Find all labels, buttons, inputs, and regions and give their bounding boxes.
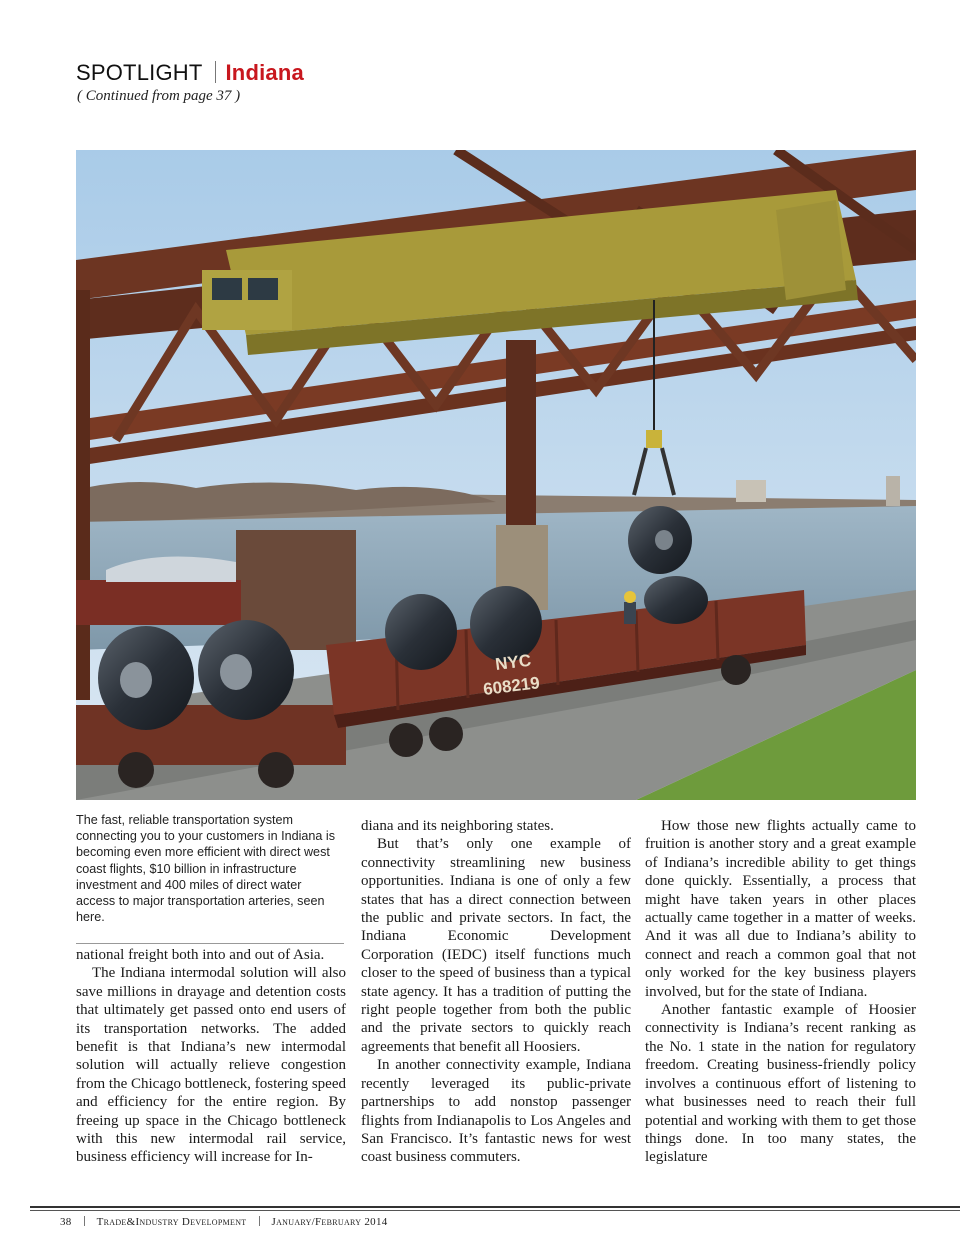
caption-divider (76, 943, 344, 944)
publication-name: Trade&Industry Development (96, 1216, 247, 1228)
section-kicker (76, 60, 304, 86)
page-footer (60, 1216, 388, 1228)
page-number: 38 (60, 1216, 72, 1228)
kicker-divider (215, 61, 216, 83)
footer-rule (30, 1206, 960, 1208)
paragraph: But that’s only one example of connectivity streamlining new business opportunities. Indiana is one of only a few states that has a direct connection between the public and private sectors. In fact, the Indiana Economic Development Corporation (IEDC) itself functions much closer to the speed of business than a typical state agency. It has a tradition of putting the right people together from both the public and the private sectors to quickly reach agreements that benefit all Hoosiers. (361, 836, 631, 1055)
feature-photo (76, 150, 916, 800)
paragraph: diana and its neighboring states. (361, 818, 554, 834)
photo-caption: The fast, reliable transportation system connecting you to your customers in Indiana is becoming even more efficient with direct west coast flights, $10 billion in infrastructure investment and 400 miles of direct water access to major transportation arteries, seen here. (76, 813, 336, 925)
article-column-3 (645, 817, 916, 1167)
state-label: Indiana (225, 60, 304, 85)
page-header (76, 60, 304, 105)
footer-divider (259, 1216, 260, 1226)
article-column-2 (361, 817, 631, 1167)
issue-date: January/February 2014 (271, 1216, 388, 1228)
article-column-1 (76, 946, 346, 1167)
railcar-number: 608219 (482, 673, 541, 699)
paragraph: How those new flights actually came to fruition is another story and a great example of Indiana’s incredible ability to get things done quickly. Essentially, a process that might have taken years in other places actually came together in a matter of weeks. And it was all due to Indiana’s ability to connect and reach a common goal that not only worked for the key business players involved, but for the state of Indiana. (645, 818, 916, 1000)
paragraph: In another connectivity example, Indiana recently leveraged its public-private partnerships to add nonstop passenger flights from Indianapolis to Los Angeles and San Francisco. It’s fantastic news for west coast business commuters. (361, 1057, 631, 1166)
section-label: SPOTLIGHT (76, 60, 203, 85)
footer-divider (84, 1216, 85, 1226)
railcar-road-mark: NYC (494, 650, 533, 674)
footer-rule (30, 1210, 960, 1211)
continued-note: ( Continued from page 37 ) (77, 88, 241, 104)
paragraph: Another fantastic example of Hoosier connectivity is Indiana’s recent ranking as the No. 1 state in the nation for regulatory freedom. Creating business-friendly policy involves a continuous effort of listening to what businesses need to reach their full potential and working with them to get those things done. In too many states, the legislature (645, 1002, 916, 1166)
paragraph: national freight both into and out of Asia. (76, 947, 325, 963)
paragraph: The Indiana intermodal solution will also save millions in drayage and detention costs that ultimately get passed onto end users of its transportation networks. The added benefit is that Indiana’s new intermodal solution will actually relieve congestion from the Chicago bottleneck, fostering speed and efficiency for the entire region. By freeing up space in the Chicago bottleneck with this new intermodal rail service, business efficiency will increase for In- (76, 965, 346, 1166)
